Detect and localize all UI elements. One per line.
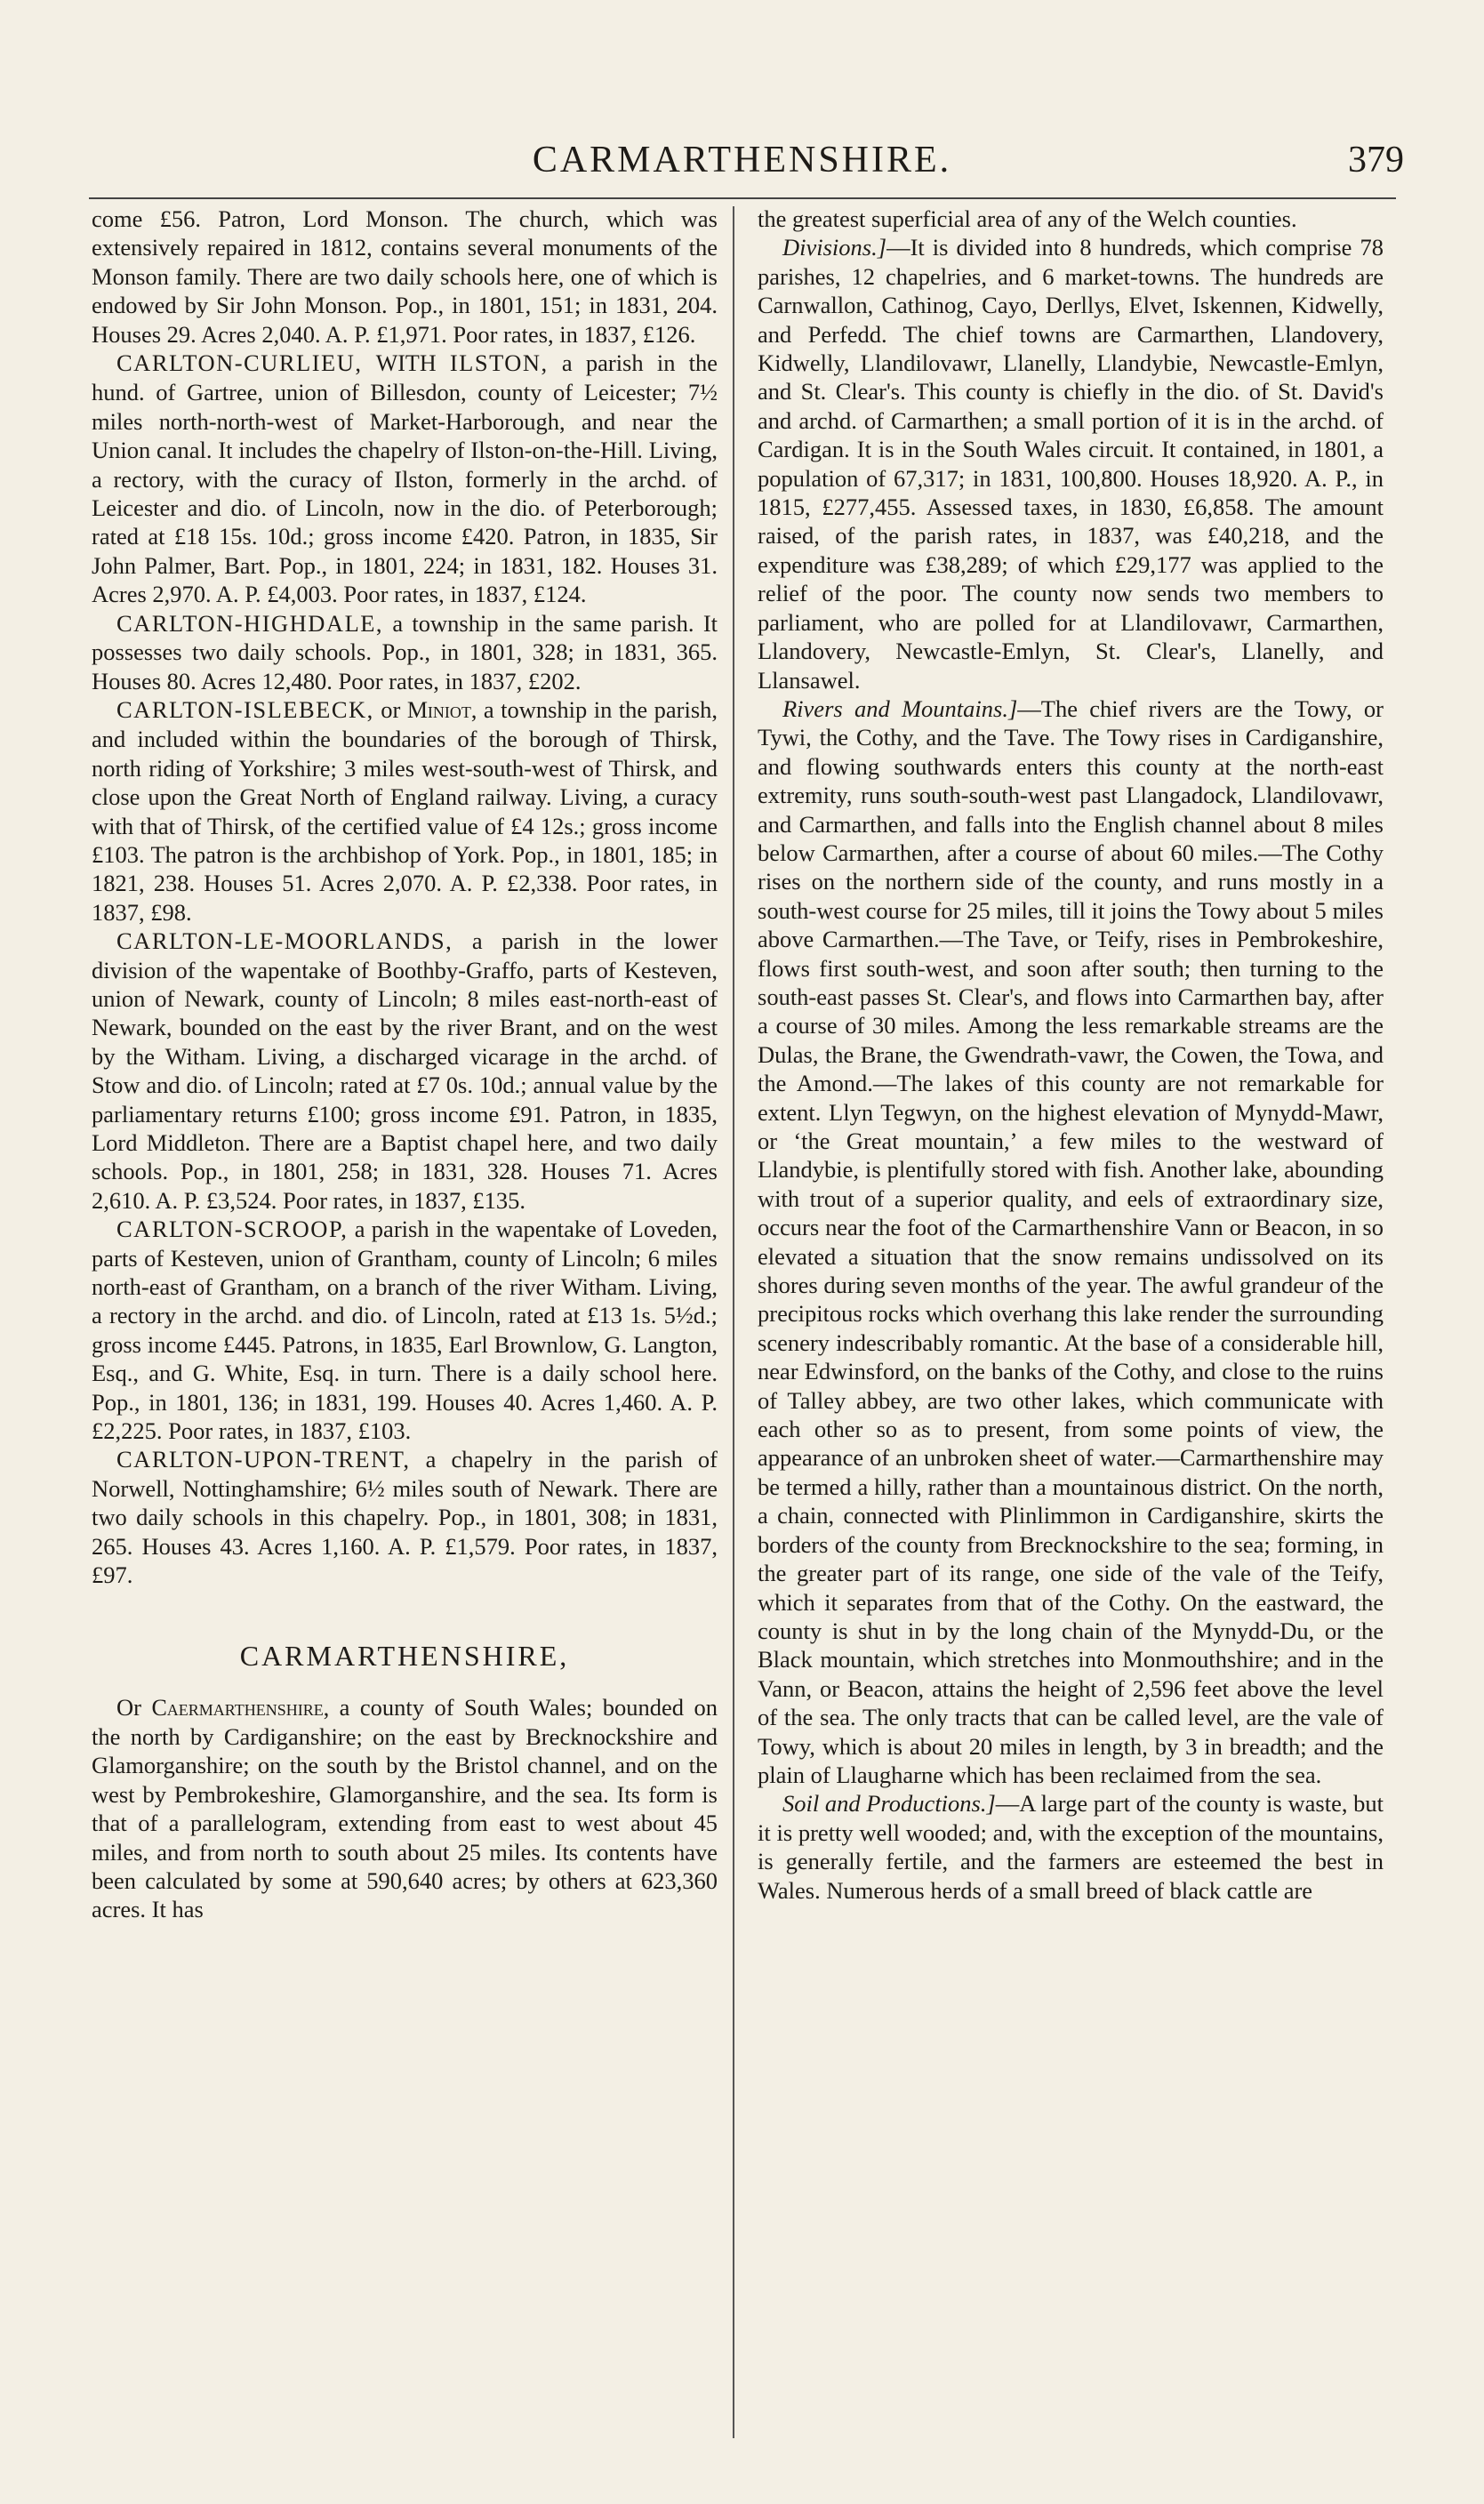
left-column [92, 205, 718, 2445]
header-rule [89, 197, 1396, 199]
entry-name: CARLTON-LE-MOORLANDS, [116, 927, 453, 955]
entry-text: a parish in the wapentake of Loveden, parts of Kesteven, union of Grantham, county of Lincoln; 6 miles north-east of Grantham, on a branch of the river Witham. Living, a rectory in the archd. and dio. of Lincoln, rated at £13 1s. 5½d.; gross income £445. Patrons, in 1835, Earl Brownlow, G. Langton, Esq., and G. White, Esq. in turn. There is a daily school here. Pop., in 1801, 136; in 1831, 199. Houses 40. Acres 1,460. A. P. £2,225. Poor rates, in 1837, £103. [92, 1216, 718, 1445]
section-text: —It is divided into 8 hundreds, which comprise 78 parishes, 12 chapelries, and 6 market-towns. The hundreds are Carnwallon, Cathinog, Cayo, Derllys, Elvet, Iskennen, Kidwelly, and Perfedd. The chief towns are Carmarthen, Llandovery, Kidwelly, Llandilovawr, Llanelly, Llandybie, Newcastle-Emlyn, and St. Clear's. This county is chiefly in the dio. of St. David's and archd. of Carmarthen; a small portion of it is in the archd. of Cardigan. It is in the South Wales circuit. It contained, in 1801, a population of 67,317; in 1831, 100,800. Houses 18,920. A. P., in 1815, £277,455. Assessed taxes, in 1830, £6,858. The amount raised, of the parish rates, in 1837, was £40,218, and the expenditure was £38,289; of which £29,177 was applied to the relief of the poor. The county now sends two members to parliament, who are polled for at Llandilovawr, Carmarthen, Llandovery, Newcastle-Emlyn, St. Clear's, Llanelly, and Llansawel. [758, 234, 1384, 694]
intro-text: a county of South Wales; bounded on the north by Cardiganshire; on the east by Brecknockshire and Glamorganshire; on the south by the Bristol channel, and on the west by Pembrokeshire, Glamorganshire, and the sea. Its form is that of a parallelogram, extending from east to west about 45 miles, and from north to south about 25 miles. Its contents have been calculated by some at 590,640 acres; by others at 623,360 acres. It has [92, 1693, 718, 1923]
section-label: Soil and Productions.] [782, 1790, 996, 1818]
section-label: Rivers and Mountains.] [782, 694, 1018, 722]
section-label: Divisions.] [782, 234, 887, 261]
entry-name: CARLTON-CURLIEU, [116, 349, 363, 377]
entry-name: CARLTON-UPON-TRENT, [116, 1446, 411, 1473]
entry-name: CARLTON-HIGHDALE, [116, 609, 384, 637]
entry-connector: or [381, 695, 401, 723]
column-divider [733, 206, 734, 2438]
entry-name: CARLTON-SCROOP, [116, 1216, 349, 1243]
entry-text: a parish in the lower division of the wapentake of Boothby-Graffo, parts of Kesteven, union of Newark, county of Lincoln; 8 miles east-north-east of Newark, bounded on the east by the river Brant, and on the west by the Witham. Living, a discharged vicarage in the archd. of Stow and dio. of Lincoln; rated at £7 0s. 10d.; annual value by the parliamentary returns £100; gross income £91. Patron, in 1835, Lord Middleton. There are a Baptist chapel here, and two daily schools. Pop., in 1801, 258; in 1831, 328. Houses 71. Acres 2,610. A. P. £3,524. Poor rates, in 1837, £135. [92, 927, 718, 1214]
section-text: —The chief rivers are the Towy, or Tywi, the Cothy, and the Tave. The Towy rises in Cardiganshire, and flowing southwards enters this county at the north-east extremity, runs south-south-west past Llangadock, Llandilovawr, and Carmarthen, and falls into the English channel about 8 miles below Carmarthen, after a course of about 60 miles.—The Cothy rises on the northern side of the county, and runs mostly in a south-west course for 25 miles, till it joins the Towy about 5 miles above Carmarthen.—The Tave, or Teify, rises in Pembrokeshire, flows first south-west, and soon after south; then turning to the south-east passes St. Clear's, and flows into Carmarthen bay, after a course of 30 miles. Among the less remarkable streams are the Dulas, the Brane, the Gwendrath-vawr, the Cowen, the Towa, and the Amond.—The lakes of this county are not remarkable for extent. Llyn Tegwyn, on the highest elevation of Mynydd-Mawr, or ‘the Great mountain,’ a few miles to the westward of Llandybie, is plentifully stored with fish. Another lake, abounding with trout of a superior quality, and eels of extraordinary size, occurs near the foot of the Carmarthenshire Vann or Beacon, in so elevated a situation that the snow remains undissolved on its shores during seven months of the year. The awful grandeur of the precipitous rocks which overhang this lake render the surrounding scenery indescribably romantic. At the base of a considerable hill, near Edwinsford, on the banks of the Cothy, and close to the ruins of Talley abbey, are two other lakes, which communicate with each other so as to present, from some points of view, the appearance of an unbroken sheet of water.—Carmarthenshire may be termed a hilly, rather than a mountainous district. On the north, a chain, connected with Plinlimmon in Cardiganshire, skirts the borders of the county from Brecknockshire to the sea; forming, in the greater part of its range, one side of the vale of the Teify, which it separates from that of the Cothy. On the eastward, the county is shut in by the long chain of the Mynydd-Du, or the Black mountain, which stretches into Monmouthshire; and in the Vann, or Beacon, attains the height of 2,596 feet above the level of the sea. The only tracts that can be called level, are the vale of Towy, which is about 20 miles in length, by 3 in breadth; and the plain of Llaugharne which has been reclaimed from the sea. [758, 694, 1384, 1788]
county-intro [92, 1693, 718, 1924]
entry-name: CARLTON-ISLEBECK, [116, 695, 374, 723]
section-text: —A large part of the county is waste, but it is pretty well wooded; and, with the exception of the mountains, is generally fertile, and the farmers are esteemed the best in Wales. Numerous herds of a small breed of black cattle are [758, 1790, 1384, 1904]
entry-carlton-curlieu [92, 349, 718, 609]
continued-paragraph: come £56. Patron, Lord Monson. The church, which was extensively repaired in 1812, contains several monuments of the Monson family. There are two daily schools here, one of which is endowed by Sir John Monson. Pop., in 1801, 151; in 1831, 204. Houses 29. Acres 2,040. A. P. £1,971. Poor rates, in 1837, £126. [92, 205, 718, 348]
entry-carlton-islebeck [92, 695, 718, 927]
entry-text: a parish in the hund. of Gartree, union of Billesdon, county of Leicester; 7½ miles north-north-west of Market-Harborough, and near the Union canal. It includes the chapelry of Ilston-on-the-Hill. Living, a rectory, with the curacy of Ilston, formerly in the archd. of Leicester and dio. of Lincoln, now in the dio. of Peterborough; rated at £18 15s. 10d.; gross income £420. Patron, in 1835, Sir John Palmer, Bart. Pop., in 1801, 224; in 1831, 182. Houses 31. Acres 2,970. A. P. £4,003. Poor rates, in 1837, £124. [92, 349, 718, 608]
entry-text: a township in the same parish. It possesses two daily schools. Pop., in 1801, 328; in 1831, 365. Houses 80. Acres 12,480. Poor rates, in 1837, £202. [92, 609, 718, 694]
entry-connector: WITH [375, 350, 437, 377]
entry-carlton-scroop [92, 1215, 718, 1445]
intro-alt-name: Caermarthenshire, [151, 1694, 330, 1721]
entry-carlton-highdale [92, 609, 718, 695]
entry-name-secondary: ILSTON, [449, 349, 549, 377]
page-number: 379 [1348, 140, 1404, 181]
running-title: CARMARTHENSHIRE. [532, 140, 952, 181]
section-divisions [758, 233, 1384, 694]
entry-text: a chapelry in the parish of Norwell, Nottinghamshire; 6½ miles south of Newark. There are two daily schools in this chapelry. Pop., in 1801, 308; in 1831, 265. Houses 43. Acres 1,160. A. P. £1,579. Poor rates, in 1837, £97. [92, 1446, 718, 1589]
right-column [758, 205, 1384, 2445]
section-soil-productions [758, 1789, 1384, 1905]
entry-carlton-upon-trent [92, 1445, 718, 1589]
entry-text: a township in the parish, and included within the boundaries of the borough of Thirsk, north riding of Yorkshire; 3 miles west-south-west of Thirsk, and close upon the Great North of England railway. Living, a curacy with that of Thirsk, of the certified value of £4 12s.; gross income £103. The patron is the archbishop of York. Pop., in 1801, 185; in 1821, 238. Houses 51. Acres 2,070. A. P. £2,338. Poor rates, in 1837, £98. [92, 695, 718, 926]
entry-alt-name: Miniot, [406, 696, 477, 723]
intro-connector: Or [116, 1693, 141, 1721]
running-head [0, 133, 1484, 187]
entry-carlton-le-moorlands [92, 927, 718, 1215]
section-heading: CARMARTHENSHIRE, [239, 1639, 570, 1672]
continued-paragraph: the greatest superficial area of any of the Welch counties. [758, 205, 1297, 232]
section-rivers-mountains [758, 694, 1384, 1789]
